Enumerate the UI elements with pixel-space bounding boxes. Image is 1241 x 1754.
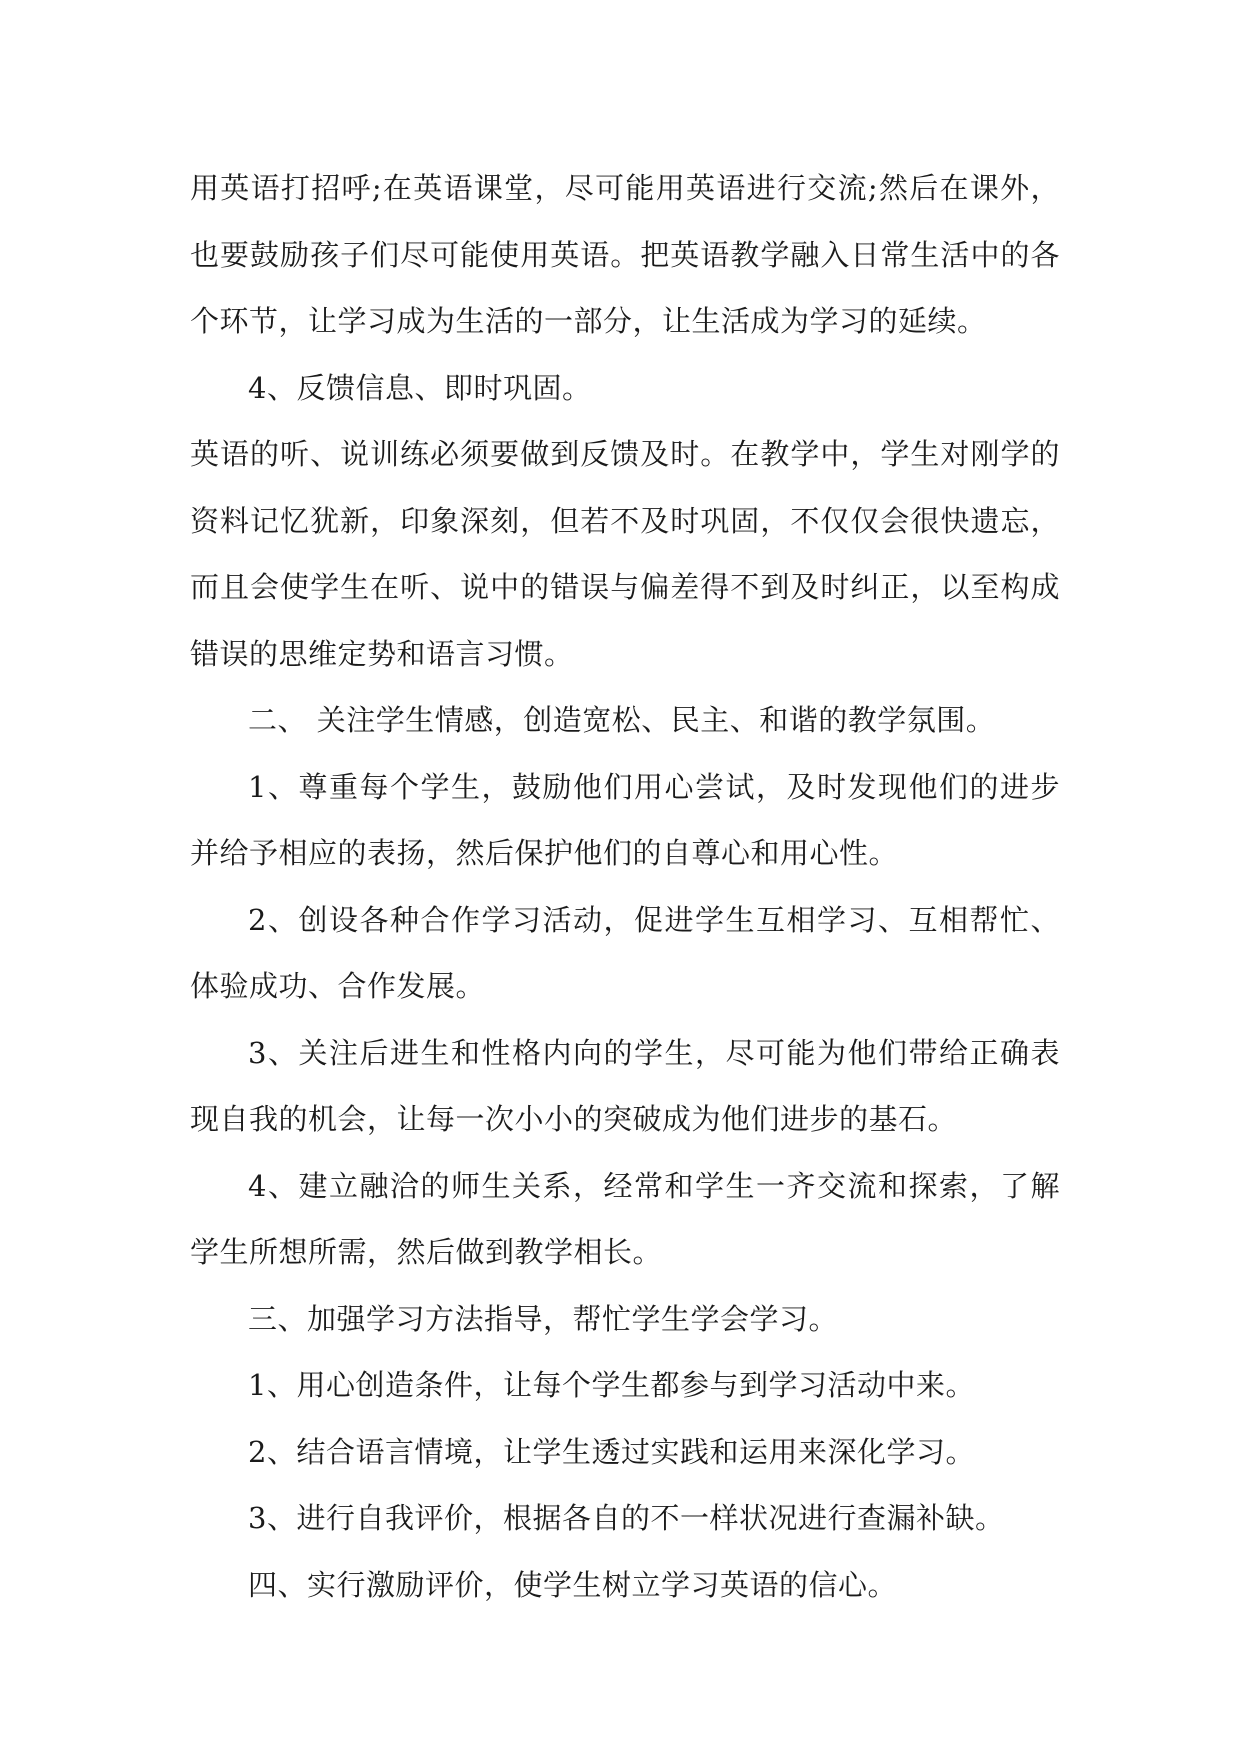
section-heading-three: 三、加强学习方法指导，帮忙学生学会学习。 xyxy=(248,1301,839,1336)
paragraph-feedback-detail: 英语的听、说训练必须要做到反馈及时。在教学中，学生对刚学的资料记忆犹新，印象深刻，但若不及时巩固，不仅仅会很快遗忘，而且会使学生在听、说中的错误与偏差得不到及时纠正，以至构成错误的思维定势和语言习惯。 xyxy=(190,437,1060,671)
list-item-create-conditions: 1、用心创造条件，让每个学生都参与到学习活动中来。 xyxy=(248,1368,975,1402)
document-body xyxy=(190,155,1060,1618)
list-item-struggling-students: 3、关注后进生和性格内向的学生，尽可能为他们带给正确表现自我的机会，让每一次小小的突破成为他们进步的基石。 xyxy=(190,1035,1060,1136)
list-item-respect-students: 1、尊重每个学生，鼓励他们用心尝试，及时发现他们的进步并给予相应的表扬，然后保护他们的自尊心和用心性。 xyxy=(190,769,1060,870)
list-item-language-context: 2、结合语言情境，让学生透过实践和运用来深化学习。 xyxy=(248,1434,975,1469)
list-item-cooperative-learning: 2、创设各种合作学习活动，促进学生互相学习、互相帮忙、体验成功、合作发展。 xyxy=(190,902,1060,1003)
section-heading-four: 四、实行激励评价，使学生树立学习英语的信心。 xyxy=(248,1567,898,1602)
list-item-self-evaluation: 3、进行自我评价，根据各自的不一样状况进行查漏补缺。 xyxy=(248,1501,1005,1535)
item-heading-feedback: 4、反馈信息、即时巩固。 xyxy=(248,370,592,405)
section-heading-two: 二、 关注学生情感，创造宽松、民主、和谐的教学氛围。 xyxy=(248,703,996,737)
list-item-teacher-student-relation: 4、建立融洽的师生关系，经常和学生一齐交流和探索，了解学生所想所需，然后做到教学相长。 xyxy=(190,1168,1060,1269)
paragraph-continuation-english-practice: 用英语打招呼;在英语课堂，尽可能用英语进行交流;然后在课外，也要鼓励孩子们尽可能使用英语。把英语教学融入日常生活中的各个环节，让学习成为生活的一部分，让生活成为学习的延续。 xyxy=(190,171,1060,338)
